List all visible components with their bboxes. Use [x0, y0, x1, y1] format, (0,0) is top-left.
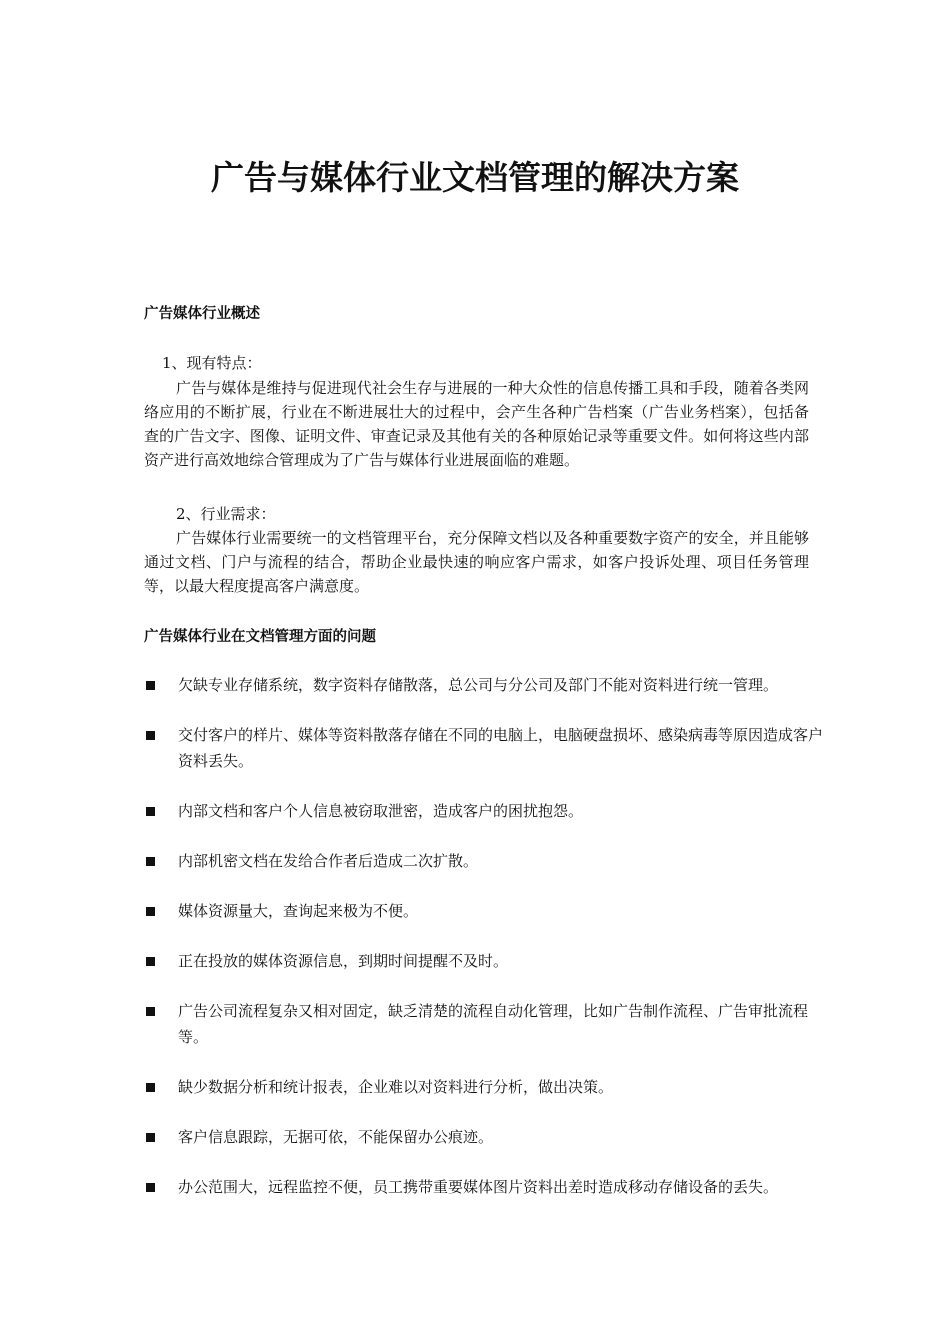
paragraph-industry-needs: 广告媒体行业需要统一的文档管理平台，充分保障文档以及各种重要数字资产的安全，并且能够通过文档、门户与流程的结合，帮助企业最快速的响应客户需求，如客户投诉处理、项目任务管理等，以最大程度提高客户满意度。 [144, 529, 809, 595]
list-item-text: 客户信息跟踪，无据可依，不能保留办公痕迹。 [178, 1128, 494, 1146]
list-item-text: 欠缺专业存储系统，数字资料存储散落，总公司与分公司及部门不能对资料进行统一管理。 [178, 676, 779, 694]
square-bullet-icon [146, 857, 155, 866]
list-item [144, 1124, 824, 1150]
paragraph-current-features: 广告与媒体是维持与促进现代社会生存与进展的一种大众性的信息传播工具和手段，随着各类网络应用的不断扩展，行业在不断进展壮大的过程中，会产生各种广告档案（广告业务档案），包括备查的广告文字、图像、证明文件、审查记录及其他有关的各种原始记录等重要文件。如何将这些内部资产进行高效地综合管理成为了广告与媒体行业进展面临的难题。 [144, 379, 809, 469]
list-item [144, 1174, 824, 1200]
list-item [144, 1074, 824, 1100]
square-bullet-icon [146, 907, 155, 916]
square-bullet-icon [146, 807, 155, 816]
square-bullet-icon [146, 731, 155, 740]
list-item-text: 内部机密文档在发给合作者后造成二次扩散。 [178, 852, 479, 870]
list-item [144, 948, 824, 974]
document-title: 广告与媒体行业文档管理的解决方案 [211, 158, 739, 197]
list-item [144, 898, 824, 924]
section-heading-problems: 广告媒体行业在文档管理方面的问题 [144, 629, 376, 645]
square-bullet-icon [146, 681, 155, 690]
list-item-text: 缺少数据分析和统计报表，企业难以对资料进行分析，做出决策。 [178, 1078, 614, 1096]
list-item [144, 722, 824, 774]
list-item [144, 848, 824, 874]
problem-list [144, 672, 824, 1224]
list-item-text: 广告公司流程复杂又相对固定，缺乏清楚的流程自动化管理，比如广告制作流程、广告审批流程等。 [178, 1002, 809, 1046]
subheading-industry-needs: 2、行业需求： [176, 505, 276, 523]
list-item-text: 正在投放的媒体资源信息，到期时间提醒不及时。 [178, 952, 509, 970]
square-bullet-icon [146, 957, 155, 966]
section-heading-overview: 广告媒体行业概述 [144, 306, 260, 322]
square-bullet-icon [146, 1007, 155, 1016]
square-bullet-icon [146, 1133, 155, 1142]
list-item [144, 998, 824, 1050]
subheading-current-features: 1、现有特点： [162, 354, 262, 372]
list-item-text: 媒体资源量大，查询起来极为不便。 [178, 902, 419, 920]
list-item-text: 办公范围大，远程监控不便，员工携带重要媒体图片资料出差时造成移动存储设备的丢失。 [178, 1178, 779, 1196]
square-bullet-icon [146, 1083, 155, 1092]
list-item-text: 内部文档和客户个人信息被窃取泄密，造成客户的困扰抱怨。 [178, 802, 584, 820]
list-item-text: 交付客户的样片、媒体等资料散落存储在不同的电脑上，电脑硬盘损坏、感染病毒等原因造成客户资料丢失。 [178, 726, 824, 770]
list-item [144, 672, 824, 698]
square-bullet-icon [146, 1183, 155, 1192]
list-item [144, 798, 824, 824]
